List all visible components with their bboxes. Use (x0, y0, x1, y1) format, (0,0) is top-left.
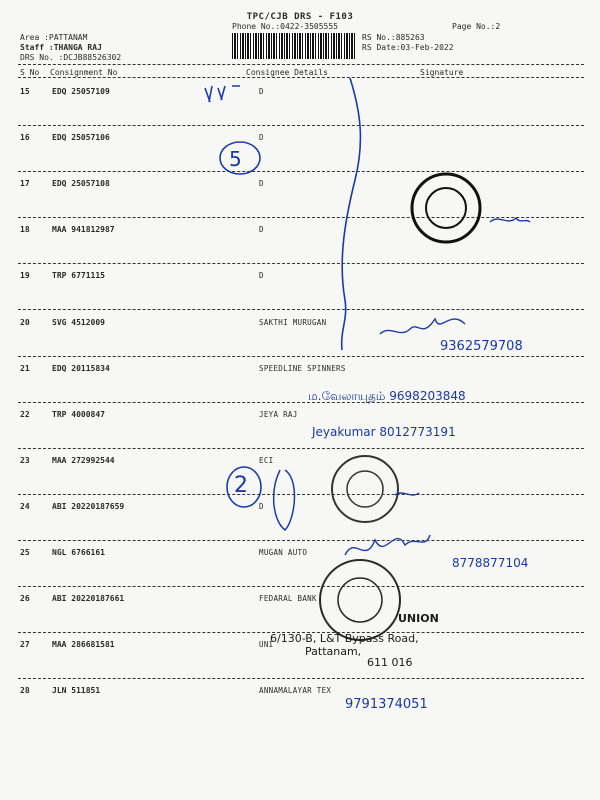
consignment-number: MAA 272992544 (52, 455, 115, 465)
consignment-number: MAA 941812987 (52, 225, 115, 235)
consignment-number: TRP 4000847 (52, 409, 105, 419)
serial-number: 16 (20, 133, 30, 143)
serial-number: 15 (20, 87, 30, 96)
handwritten-sig-21: ம.வேலாயுதம் 9698203848 (308, 389, 466, 403)
consignee-details: D (259, 225, 264, 235)
consignee-details: FEDARAL BANK (259, 594, 317, 604)
round-stamp-2 (332, 456, 398, 522)
consignee-details: JEYA RAJ (259, 409, 298, 419)
staff-label: Staff : (20, 43, 54, 52)
consignee-details: UNI (259, 640, 274, 650)
phone-number: Phone No.:0422-3505555 (232, 22, 338, 31)
consignment-number: ABI 20220187659 (52, 501, 125, 511)
serial-number: 24 (20, 501, 30, 511)
round-stamp-1 (412, 174, 480, 242)
consignee-details: D (259, 271, 264, 281)
col-sno: S No (20, 68, 40, 77)
col-consignee: Consignee Details (246, 68, 328, 77)
serial-number: 28 (20, 686, 30, 696)
rtt-scribble (205, 86, 240, 102)
signature-20 (380, 319, 465, 334)
consignee-details: D (259, 133, 264, 143)
serial-number: 21 (20, 363, 30, 373)
serial-number: 25 (20, 548, 30, 557)
rs-number: RS No.:885263 (362, 33, 425, 42)
consignment-number: EDQ 25057109 (52, 87, 110, 96)
consignment-number: ABI 20220187661 (52, 594, 125, 604)
consignee-details: MUGAN AUTO (259, 548, 308, 557)
consignee-details: SAKTHI MURUGAN (259, 317, 327, 327)
consignment-number: TRP 6771115 (52, 271, 105, 281)
consignee-details: D (259, 501, 264, 511)
consignment-number: EDQ 20115834 (52, 363, 110, 373)
serial-number: 17 (20, 179, 30, 189)
serial-number: 22 (20, 409, 30, 419)
consignee-details: ANNAMALAYAR TEX (259, 686, 332, 696)
stamp-city: Pattanam, (305, 645, 362, 658)
handwritten-phone-28: 9791374051 (345, 697, 428, 712)
serial-number: 26 (20, 594, 30, 604)
mark-6-shape (274, 470, 295, 530)
stamp-address: 6/130-B, L&T Bypass Road, (270, 632, 419, 645)
signature-25 (345, 535, 430, 555)
area-label: Area :PATTANAM (20, 33, 88, 42)
serial-number: 27 (20, 640, 30, 650)
consignee-details: D (259, 179, 264, 189)
scribble-line (342, 78, 361, 350)
col-signature: Signature (420, 68, 464, 77)
serial-number: 20 (20, 317, 30, 327)
consignment-number: JLN 511851 (52, 686, 101, 696)
page-number: Page No.:2 (452, 22, 501, 31)
stamp-pin: 611 016 (367, 656, 413, 669)
consignment-number: EDQ 25057106 (52, 133, 110, 143)
serial-number: 18 (20, 225, 30, 235)
circled-number-5: 5 (229, 147, 242, 171)
signature-18 (490, 218, 530, 222)
serial-number: 23 (20, 455, 30, 465)
round-stamp-3 (320, 560, 400, 640)
consignment-number: NGL 6766161 (52, 548, 105, 557)
consignee-details: ECI (259, 455, 274, 465)
handwritten-phone-25: 8778877104 (452, 556, 529, 570)
drs-number: DRS No. :DCJB88526302 (20, 53, 122, 62)
serial-number: 19 (20, 271, 30, 281)
consignment-number: EDQ 25057108 (52, 179, 110, 189)
handwritten-sig-22: Jeyakumar 8012773191 (312, 425, 456, 439)
stamp-union: UNION (398, 612, 439, 625)
document-title: TPC/CJB DRS - F103 (246, 12, 354, 22)
consignment-number: SVG 4512009 (52, 317, 105, 327)
col-consignment: Consignment No (50, 68, 118, 77)
consignment-number: MAA 286681581 (52, 640, 115, 650)
handwritten-phone-20: 9362579708 (440, 339, 523, 354)
staff-name: THANGA RAJ (53, 43, 102, 52)
consignee-details: SPEEDLINE SPINNERS (259, 363, 346, 373)
consignee-details: D (259, 87, 264, 96)
rs-date: RS Date:03-Feb-2022 (362, 43, 454, 52)
circled-number-2: 2 (234, 473, 248, 498)
signature-24 (395, 493, 419, 495)
